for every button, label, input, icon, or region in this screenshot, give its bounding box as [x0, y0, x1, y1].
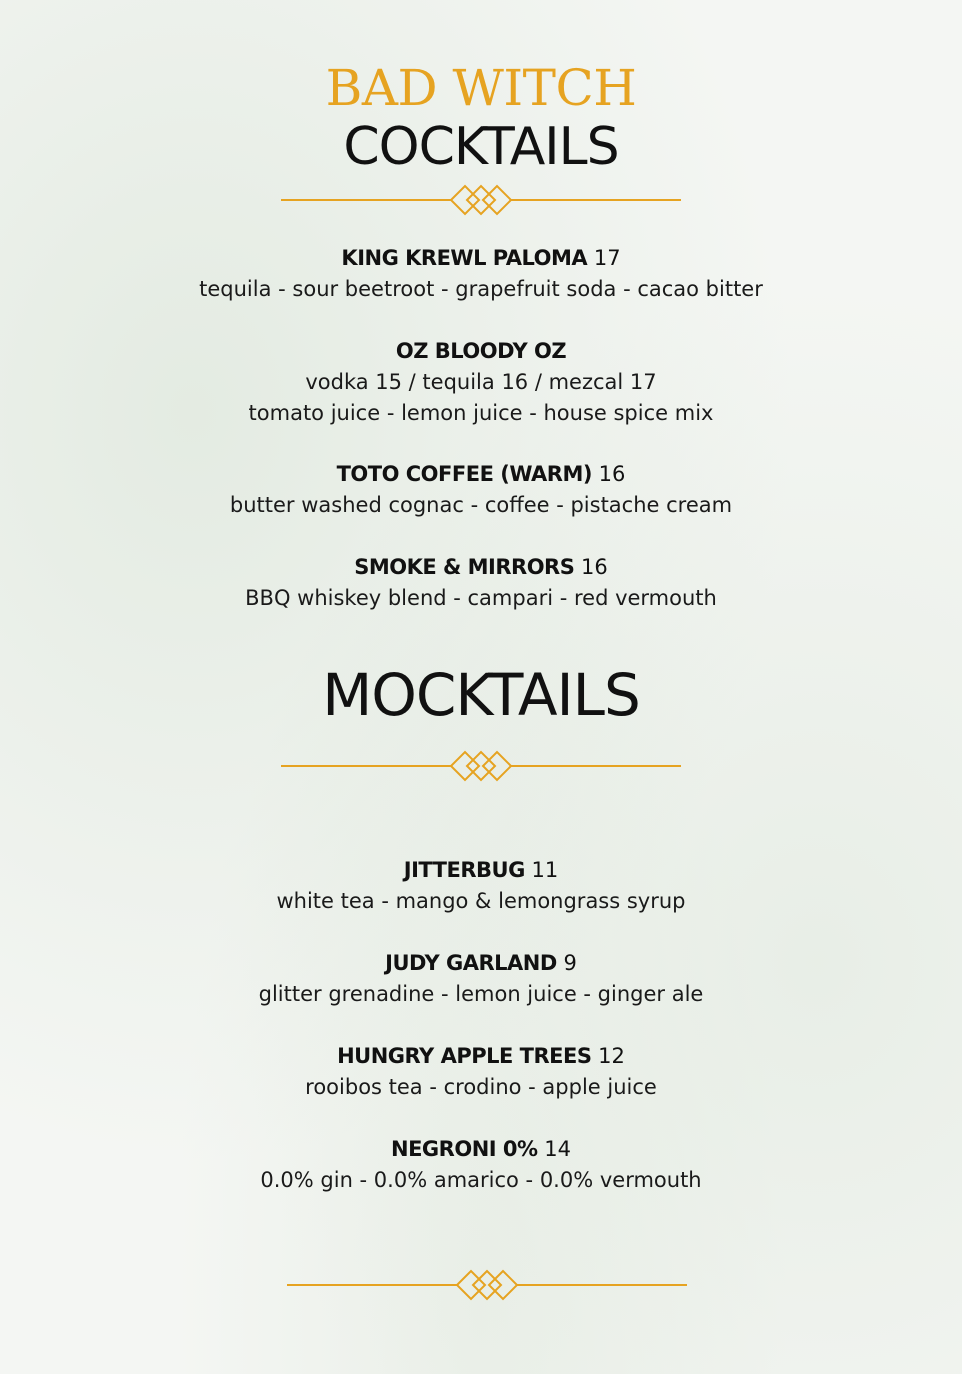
diamond-ornament-icon [281, 183, 681, 217]
item-description: BBQ whiskey blend - campari - red vermouth [245, 586, 717, 610]
menu-item-toto-coffee [0, 458, 962, 521]
item-description: white tea - mango & lemongrass syrup [276, 889, 686, 913]
item-price: 16 [598, 462, 626, 486]
menu-item-oz-bloody-oz [0, 335, 962, 429]
diamond-ornament-icon [281, 749, 681, 783]
item-name: HUNGRY APPLE TREES [337, 1044, 592, 1068]
mocktails-heading: MOCKTAILS [322, 661, 640, 729]
item-price: 16 [581, 555, 608, 579]
menu-item-king-krewl-paloma [0, 242, 962, 305]
item-description: vodka 15 / tequila 16 / mezcal 17 [305, 370, 657, 394]
item-price: 9 [563, 951, 577, 975]
item-name: JUDY GARLAND [385, 951, 557, 975]
menu-item-jitterbug [0, 854, 962, 917]
diamond-ornament-icon [287, 1268, 687, 1302]
item-name: NEGRONI 0% [391, 1137, 538, 1161]
item-price: 14 [544, 1137, 571, 1161]
item-description: tomato juice - lemon juice - house spice mix [248, 401, 714, 425]
item-name: SMOKE & MIRRORS [354, 555, 575, 579]
menu-item-hungry-apple-trees [0, 1040, 962, 1103]
item-description: tequila - sour beetroot - grapefruit soda - cacao bitter [199, 277, 763, 301]
item-price: 17 [593, 246, 621, 270]
item-price: 11 [531, 858, 559, 882]
item-name: TOTO COFFEE (WARM) [336, 462, 592, 486]
menu-item-smoke-and-mirrors [0, 551, 962, 614]
item-description: 0.0% gin - 0.0% amarico - 0.0% vermouth [260, 1168, 702, 1192]
item-name: JITTERBUG [403, 858, 525, 882]
item-price: 12 [598, 1044, 625, 1068]
cocktails-heading: COCKTAILS [343, 117, 619, 177]
item-description: rooibos tea - crodino - apple juice [305, 1075, 657, 1099]
item-name: OZ BLOODY OZ [395, 339, 567, 363]
item-description: glitter grenadine - lemon juice - ginger ale [258, 982, 704, 1006]
menu-item-negroni-zero [0, 1133, 962, 1196]
item-description: butter washed cognac - coffee - pistache cream [229, 493, 733, 517]
brand-title: BAD WITCH [325, 59, 637, 117]
menu-item-judy-garland [0, 947, 962, 1010]
item-name: KING KREWL PALOMA [341, 246, 588, 270]
